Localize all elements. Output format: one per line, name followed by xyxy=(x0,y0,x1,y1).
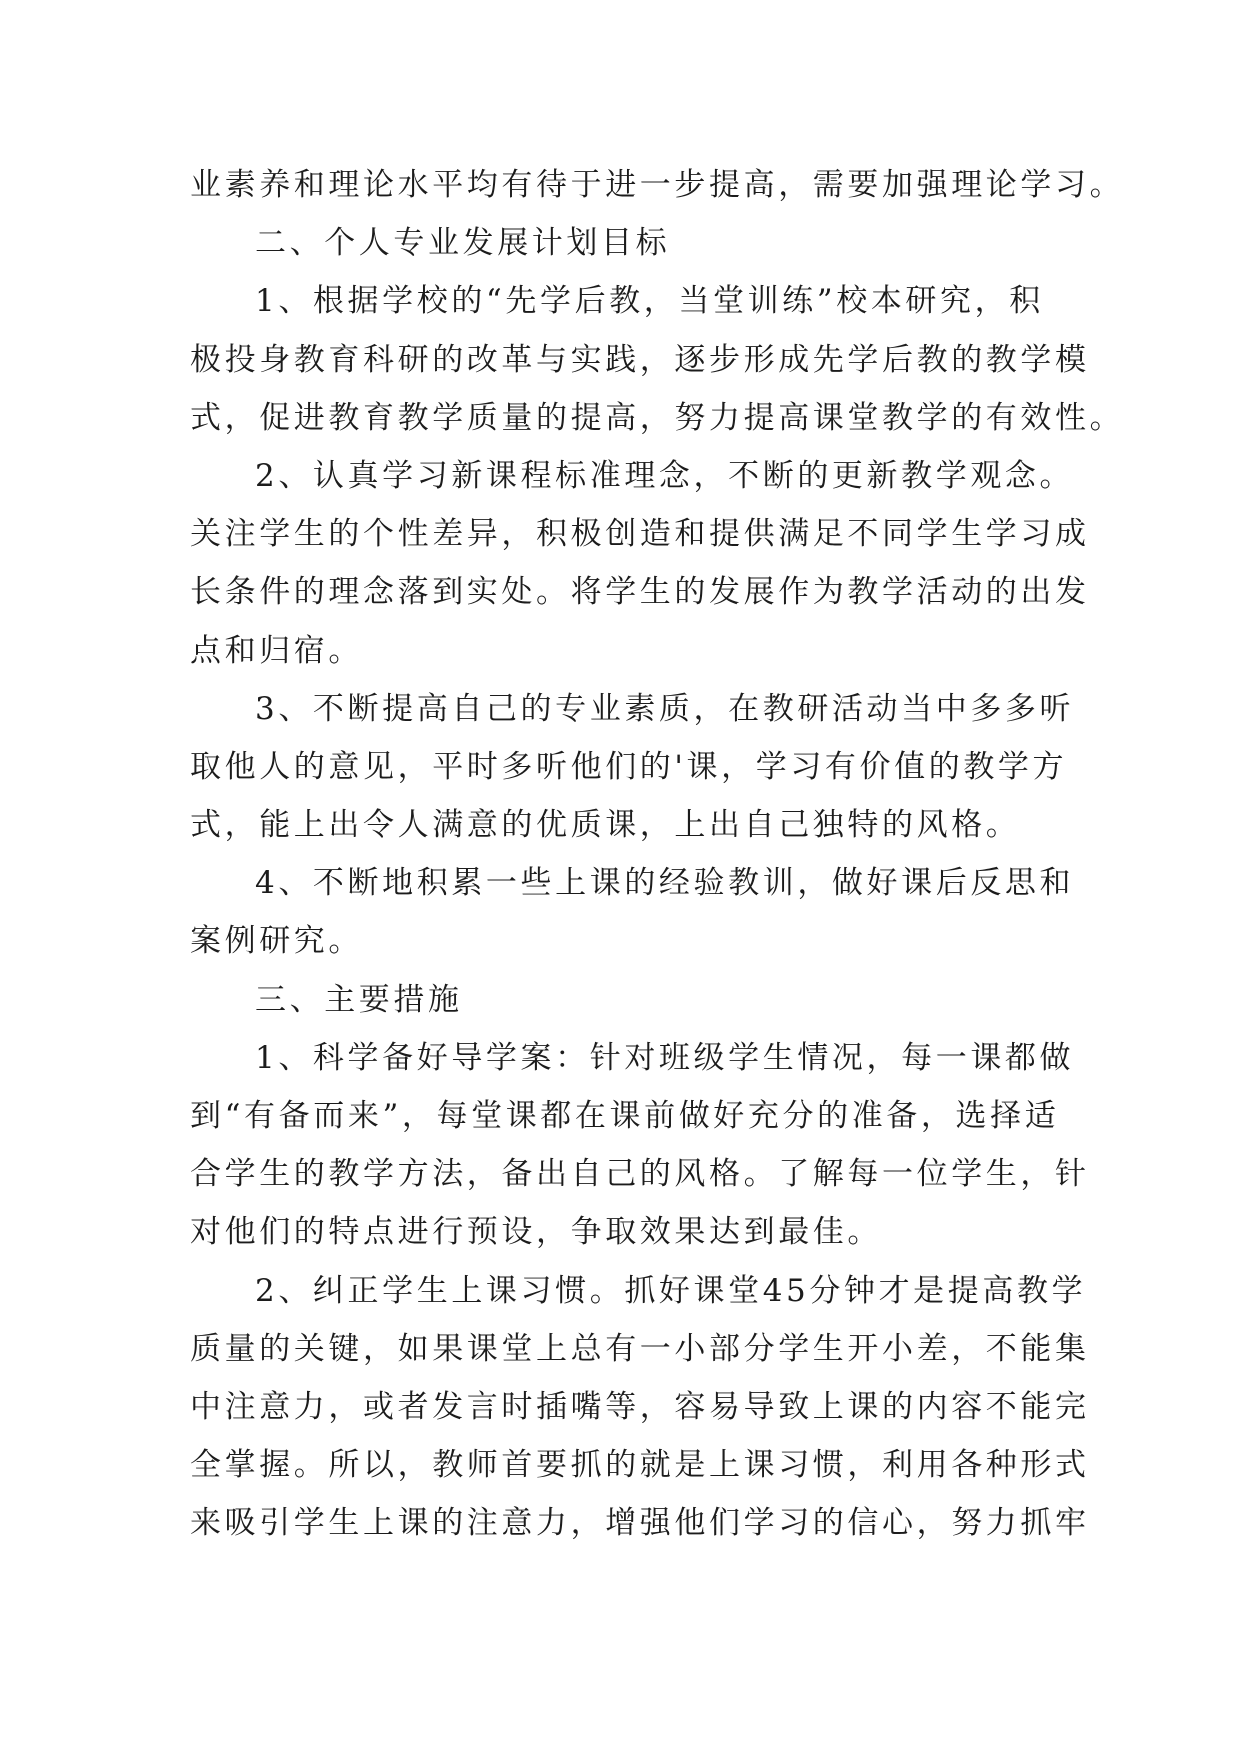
paragraph-line: 2、认真学习新课程标准理念，不断的更新教学观念。 xyxy=(255,457,1075,494)
paragraph-line: 质量的关键，如果课堂上总有一小部分学生开小差，不能集 xyxy=(190,1330,1090,1367)
section-heading: 二、个人专业发展计划目标 xyxy=(255,225,671,262)
paragraph-line: 式，促进教育教学质量的提高，努力提高课堂教学的有效性。 xyxy=(190,399,1125,436)
paragraph-line: 1、根据学校的“先学后教，当堂训练”校本研究，积 xyxy=(255,283,1044,320)
section-heading: 三、主要措施 xyxy=(255,981,463,1018)
paragraph-line: 到“有备而来”，每堂课都在课前做好充分的准备，选择适 xyxy=(190,1098,1060,1134)
paragraph-line: 1、科学备好导学案：针对班级学生情况，每一课都做 xyxy=(255,1039,1075,1076)
paragraph-line: 业素养和理论水平均有待于进一步提高，需要加强理论学习。 xyxy=(190,167,1125,203)
paragraph-line: 中注意力，或者发言时插嘴等，容易导致上课的内容不能完 xyxy=(190,1388,1090,1425)
paragraph-line: 全掌握。所以，教师首要抓的就是上课习惯，利用各种形式 xyxy=(190,1447,1090,1484)
paragraph-line: 合学生的教学方法，备出自己的风格。了解每一位学生，针 xyxy=(190,1156,1090,1193)
paragraph-line: 来吸引学生上课的注意力，增强他们学习的信心，努力抓牢 xyxy=(190,1505,1090,1542)
paragraph-line: 4、不断地积累一些上课的经验教训，做好课后反思和 xyxy=(255,865,1075,902)
paragraph-line: 极投身教育科研的改革与实践，逐步形成先学后教的教学模 xyxy=(190,341,1090,378)
document-body xyxy=(190,156,1125,1553)
paragraph-line: 2、纠正学生上课习惯。抓好课堂45分钟才是提高教学 xyxy=(255,1272,1087,1309)
paragraph-line: 取他人的意见，平时多听他们的'课，学习有价值的教学方 xyxy=(190,748,1068,785)
paragraph-line: 点和归宿。 xyxy=(190,632,363,669)
paragraph-line: 对他们的特点进行预设，争取效果达到最佳。 xyxy=(190,1214,882,1251)
paragraph-line: 长条件的理念落到实处。将学生的发展作为教学活动的出发 xyxy=(190,574,1090,611)
paragraph-line: 关注学生的个性差异，积极创造和提供满足不同学生学习成 xyxy=(190,516,1090,553)
paragraph-line: 式，能上出令人满意的优质课，上出自己独特的风格。 xyxy=(190,807,1021,844)
paragraph-line: 3、不断提高自己的专业素质，在教研活动当中多多听 xyxy=(255,690,1075,727)
paragraph-line: 案例研究。 xyxy=(190,923,363,960)
